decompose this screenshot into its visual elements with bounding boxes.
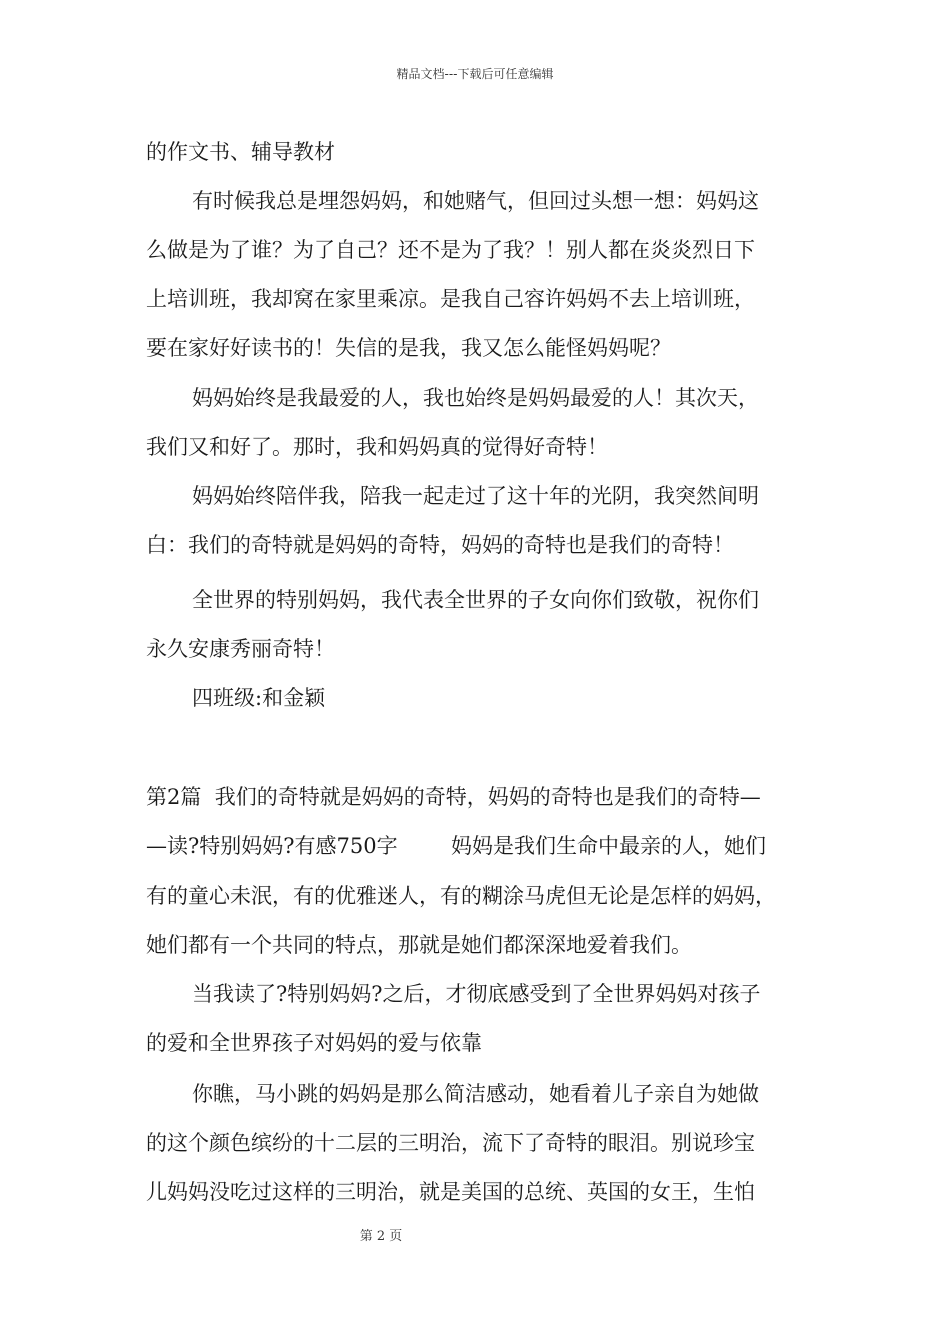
text-line: 的作文书、辅导教材: [146, 140, 335, 164]
text-line: 的爱和全世界孩子对妈妈的爱与依靠: [146, 1031, 482, 1055]
page-number: 第 2 页: [359, 1229, 403, 1244]
text-line: 妈妈始终是我最爱的人，我也始终是妈妈最爱的人！其次天，: [192, 386, 759, 410]
text-line: 我们又和好了。那时，我和妈妈真的觉得好奇特！: [146, 435, 608, 459]
text-line: 永久安康秀丽奇特！: [146, 637, 335, 661]
text-line: 有时候我总是埋怨妈妈，和她赌气，但回过头想一想：妈妈这: [192, 189, 759, 213]
text-line: 四班级:和金颖: [192, 686, 326, 710]
text-line: 儿妈妈没吃过这样的三明治，就是美国的总统、英国的女王，生怕: [146, 1180, 755, 1204]
text-line: 第2篇 我们的奇特就是妈妈的奇特，妈妈的奇特也是我们的奇特—: [146, 785, 761, 809]
text-line: 要在家好好读书的！失信的是我，我又怎么能怪妈妈呢？: [146, 336, 671, 360]
text-line: 有的童心未泯，有的优雅迷人，有的糊涂马虎但无论是怎样的妈妈，: [146, 884, 776, 908]
text-line: 妈妈始终陪伴我，陪我一起走过了这十年的光阴，我突然间明: [192, 484, 759, 508]
text-line: 全世界的特别妈妈，我代表全世界的子女向你们致敬，祝你们: [192, 588, 759, 612]
text-line: 她们都有一个共同的特点，那就是她们都深深地爱着我们。: [146, 933, 692, 957]
text-line: 么做是为了谁？为了自己？还不是为了我？！别人都在炎炎烈日下: [146, 238, 755, 262]
text-line: 白：我们的奇特就是妈妈的奇特，妈妈的奇特也是我们的奇特！: [146, 533, 734, 557]
text-line: 上培训班，我却窝在家里乘凉。是我自己容许妈妈不去上培训班，: [146, 287, 755, 311]
text-line: 当我读了?特别妈妈?之后，才彻底感受到了全世界妈妈对孩子: [192, 982, 761, 1006]
text-line: 的这个颜色缤纷的十二层的三明治，流下了奇特的眼泪。别说珍宝: [146, 1131, 755, 1155]
text-line: 你瞧，马小跳的妈妈是那么简洁感动，她看着儿子亲自为她做: [192, 1082, 759, 1106]
page-header: 精品文档---下载后可任意编辑: [396, 67, 554, 81]
text-line: —读?特别妈妈?有感750字 妈妈是我们生命中最亲的人，她们: [146, 834, 767, 858]
